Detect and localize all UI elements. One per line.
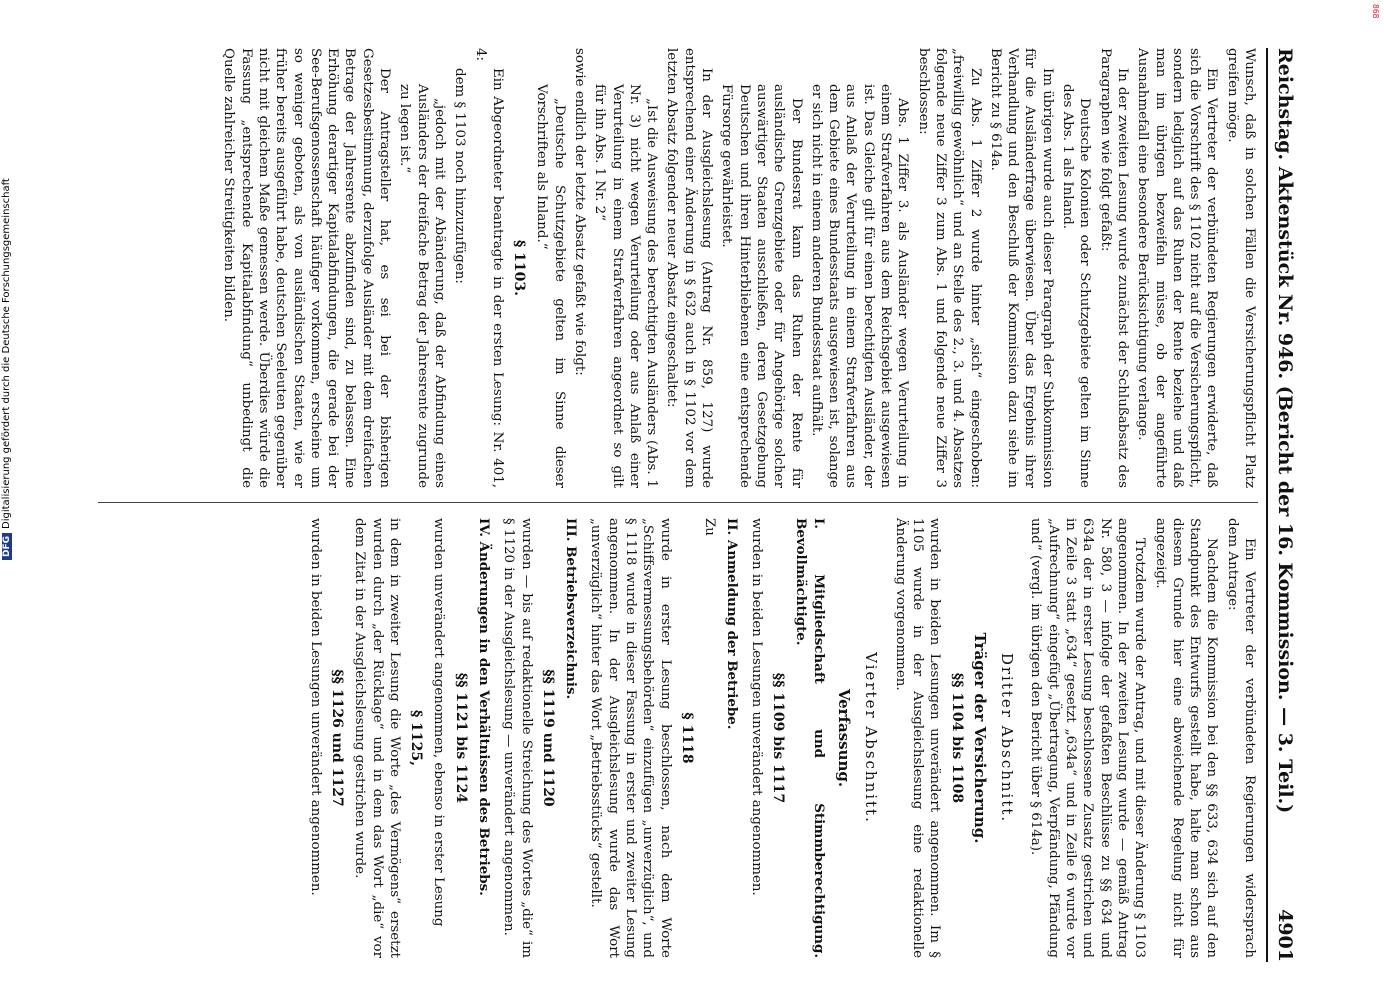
quoted-paragraph: „Ist die Ausweisung des berechtigten Ausländers (Abs. 1 Nr. 3) nicht wegen Verurteilung oder aus Anlaß einer Verurteilung in einem Strafverfahren angeordnet so gilt für ihn Abs. 1 Nr. 2“ [592, 84, 660, 488]
paragraph: Trotzdem wurde der Antrag, und mit dieser Änderung § 1103 angenommen. In der zweiten Lesung wurde — gemäß Antrag Nr. 580, 3 — infolge der gefaßten Beschlüsse zu §§ 634 und 634a der in erster Lesung beschlossene Zusatz gestrichen und in Zeile 3 statt „634“ gesetzt „634a“ und in Zeile 6 wurde vor „Aufrechnung“ eingefügt „Übertragung, Verpfändung, Pfändung und“ (vergl. im übrigen den Bericht über § 614a). [1028, 518, 1148, 958]
quoted-paragraph: „jedoch mit der Abänderung, daß der Abfindung eines Ausländers der dreifache Betrag der Jahresrente zugrunde zu legen ist.“ [397, 84, 447, 488]
paragraph: wurden in beiden Lesungen unverändert angenommen. [307, 518, 323, 896]
paragraph: Zu [702, 518, 718, 536]
section-number: § 1125, [408, 709, 425, 767]
scanned-page [80, 40, 1310, 970]
paragraph: wurde in erster Lesung beschlossen, nach dem Worte „Schiffsvermessungsbehörden“ einzufügen „unverzüglich“, und § 1118 wurde in dieser Fassung in erster und zweiter Lesung angenommen. In der Ausgleichslesung wurde das Wort „unverzüglich“ hinter das Wort „Betriebsstücks“ gestellt. [588, 518, 673, 958]
section-number: §§ 1104 bis 1108 [948, 672, 965, 804]
paragraph: in dem in zweiter Lesung die Worte „des Vermögens“ ersetzt wurden durch „der Rücklage“ und in dem das Wort „die“ vor dem Zitat in der Ausgleichslesung gestrichen wurde. [352, 518, 402, 958]
paragraph: Ein Vertreter der verbündeten Regierungen widersprach dem Antrage: [1224, 518, 1257, 958]
left-column [217, 48, 1258, 488]
running-header [1266, 48, 1302, 962]
quoted-paragraph: Abs. 1 Ziffer 3. als Ausländer wegen Verurteilung in einem Strafverfahren aus dem Reichsgebiet ausgewiesen ist. Das Gleiche gilt für einen berechtigten Ausländer, der aus Anlaß der Verurteilung in einem Strafverfahren aus dem Gebiete eines Bundesstaats ausgewiesen ist, solange er sich nicht in einem anderen Bundesstaat aufhält. [808, 84, 911, 488]
corner-id: 868 [1371, 4, 1380, 19]
numbered-heading: III. Betriebsverzeichnis. [563, 518, 580, 700]
quoted-paragraph: Deutsche Kolonien oder Schutzgebiete gelten im Sinne des Abs. 1 als Inland. [1060, 84, 1093, 488]
numbered-heading: II. Anmeldung der Betriebe. [723, 518, 740, 730]
funding-note [1, 130, 17, 560]
right-column [303, 518, 1258, 958]
section-number: §§ 1109 bis 1117 [770, 672, 787, 804]
quoted-paragraph: „Deutsche Schutzgebiete gelten im Sinne dieser Vorschriften als Inland.“ [534, 84, 567, 488]
paragraph: wurden in beiden Lesungen unverändert angenommen. [748, 518, 764, 896]
paragraph: Zu Abs. 1 Ziffer 2 wurde hinter „sich“ eingeschoben: „freiwillig gewöhnlich“ und an Stelle des 2., 3. und 4. Absatzes folgende neue Ziffer 3 zum Abs. 1 und folgende neue Ziffer 3 beschlossen: [915, 48, 983, 488]
section-heading: Verfassung. [835, 688, 854, 788]
numbered-heading: I. Mitgliedschaft und Stimmberechtigung. Bevollmächtigte. [793, 518, 827, 958]
paragraph: Wunsch, daß in solchen Fällen die Versicherungspflicht Platz greifen möge. [1224, 48, 1257, 488]
margin-strip [0, 0, 20, 1000]
section-number: §§ 1126 und 1127 [328, 669, 345, 807]
paragraph: wurden in beiden Lesungen unverändert angenommen. Im § 1105 wurde in der Ausgleichslesung eine redaktionelle Änderung vorgenommen. [892, 518, 943, 958]
paragraph: sowie endlich der letzte Absatz gefaßt wie folgt: [572, 48, 588, 376]
paragraph: wurden — bis auf redaktionelle Streichung des Wortes „die“ im § 1120 in der Ausgleichslesung — unverändert angenommen. [501, 518, 534, 958]
quoted-paragraph: Der Bundesrat kann das Ruhen der Rente für ausländische Grenzgebiete oder für Angehörige solcher auswärtiger Staaten ausschließen, deren Gesetzgebung Deutschen und ihren Hinterbliebenen eine entsprechende Fürsorge gewährleistet. [719, 84, 804, 488]
paragraph: In der Ausgleichslesung (Antrag Nr. 859, 127) wurde entsprechend einer Änderung in § 632 auch in § 1102 vor dem letzten Absatz folgender neuer Absatz eingeschaltet: [664, 48, 715, 488]
paragraph: In der zweiten Lesung wurde zunächst der Schlußabsatz des Paragraphen wie folgt gefaßt: [1097, 48, 1130, 488]
section-number: §§ 1119 und 1120 [539, 669, 556, 807]
funding-text: Digitalisierung gefördert durch die Deutsche Forschungsgemeinschaft [1, 178, 12, 529]
paragraph: dem § 1103 noch hinzuzufügen: [452, 68, 468, 284]
chapter-heading: Vierter Abschnitt. [862, 652, 881, 824]
section-heading: Träger der Versicherung. [970, 632, 989, 844]
paragraph: Ein Abgeordneter beantragte in der ersten Lesung: Nr. 401, 4: [472, 48, 505, 488]
column-divider [98, 502, 1258, 503]
section-number: § 1118 [678, 712, 695, 764]
page-rotated [80, 40, 1310, 970]
paragraph: Nachdem die Kommission bei den §§ 633, 634 sich auf den Standpunkt des Entwurfs gestellt habe, halte man schon aus diesem Grunde hier eine abweichende Regelung nicht für angezeigt. [1152, 518, 1220, 958]
paragraph: Ein Vertreter der verbündeten Regierungen erwiderte, daß sich die Vorschrift des § 1102 nicht auf die Versicherungspflicht, sondern lediglich auf das Ruhen der Rente beziehe und daß man im übrigen bezweifeln müsse, ob der angeführte Ausnahmefall eine besondere Berücksichtigung verlange. [1135, 48, 1220, 488]
dfg-logo: DFG [2, 533, 12, 560]
paragraph: wurden unverändert angenommen, ebenso in erster Lesung [431, 518, 447, 927]
paragraph: Der Antragsteller hat, es sei bei der bisherigen Gesetzesbestimmung, derzufolge Ausländer mit dem dreifachen Betrage der Jahresrente abzufinden sind, zu belassen. Eine Erhöhung derartiger Kapitalabfindungen, die gerade bei der See-Berufsgenossenschaft häufiger vorkommen, erscheine um so weniger geboten, als von ausländischen Staaten, wie er früher bereits ausgeführt habe, deutschen Seeleuten gegenüber nicht mit gleichem Maße gemessen werde. Überdies würde die Fassung „entsprechende Kapitalabfindung“ unbedingt die Quelle zahlreicher Streitigkeiten bilden. [221, 48, 393, 488]
header-title: Reichstag. Aktenstück Nr. 946. (Bericht der 16. Kommission. — 3. Teil.) [1274, 48, 1296, 814]
chapter-heading: Dritter Abschnitt. [998, 652, 1017, 824]
paragraph: Im übrigen wurde auch dieser Paragraph der Subkommission für die Ausländerfrage überwiesen. Über das Ergebnis ihrer Verhandlung und den Beschluß der Kommission dazu siehe im Bericht zu § 614a. [987, 48, 1055, 488]
page-number: 4901 [1274, 909, 1296, 962]
section-number: § 1103. [511, 239, 528, 297]
section-number: §§ 1121 bis 1124 [452, 672, 469, 804]
numbered-heading: IV. Änderungen in den Verhältnissen des Betriebs. [476, 518, 493, 896]
